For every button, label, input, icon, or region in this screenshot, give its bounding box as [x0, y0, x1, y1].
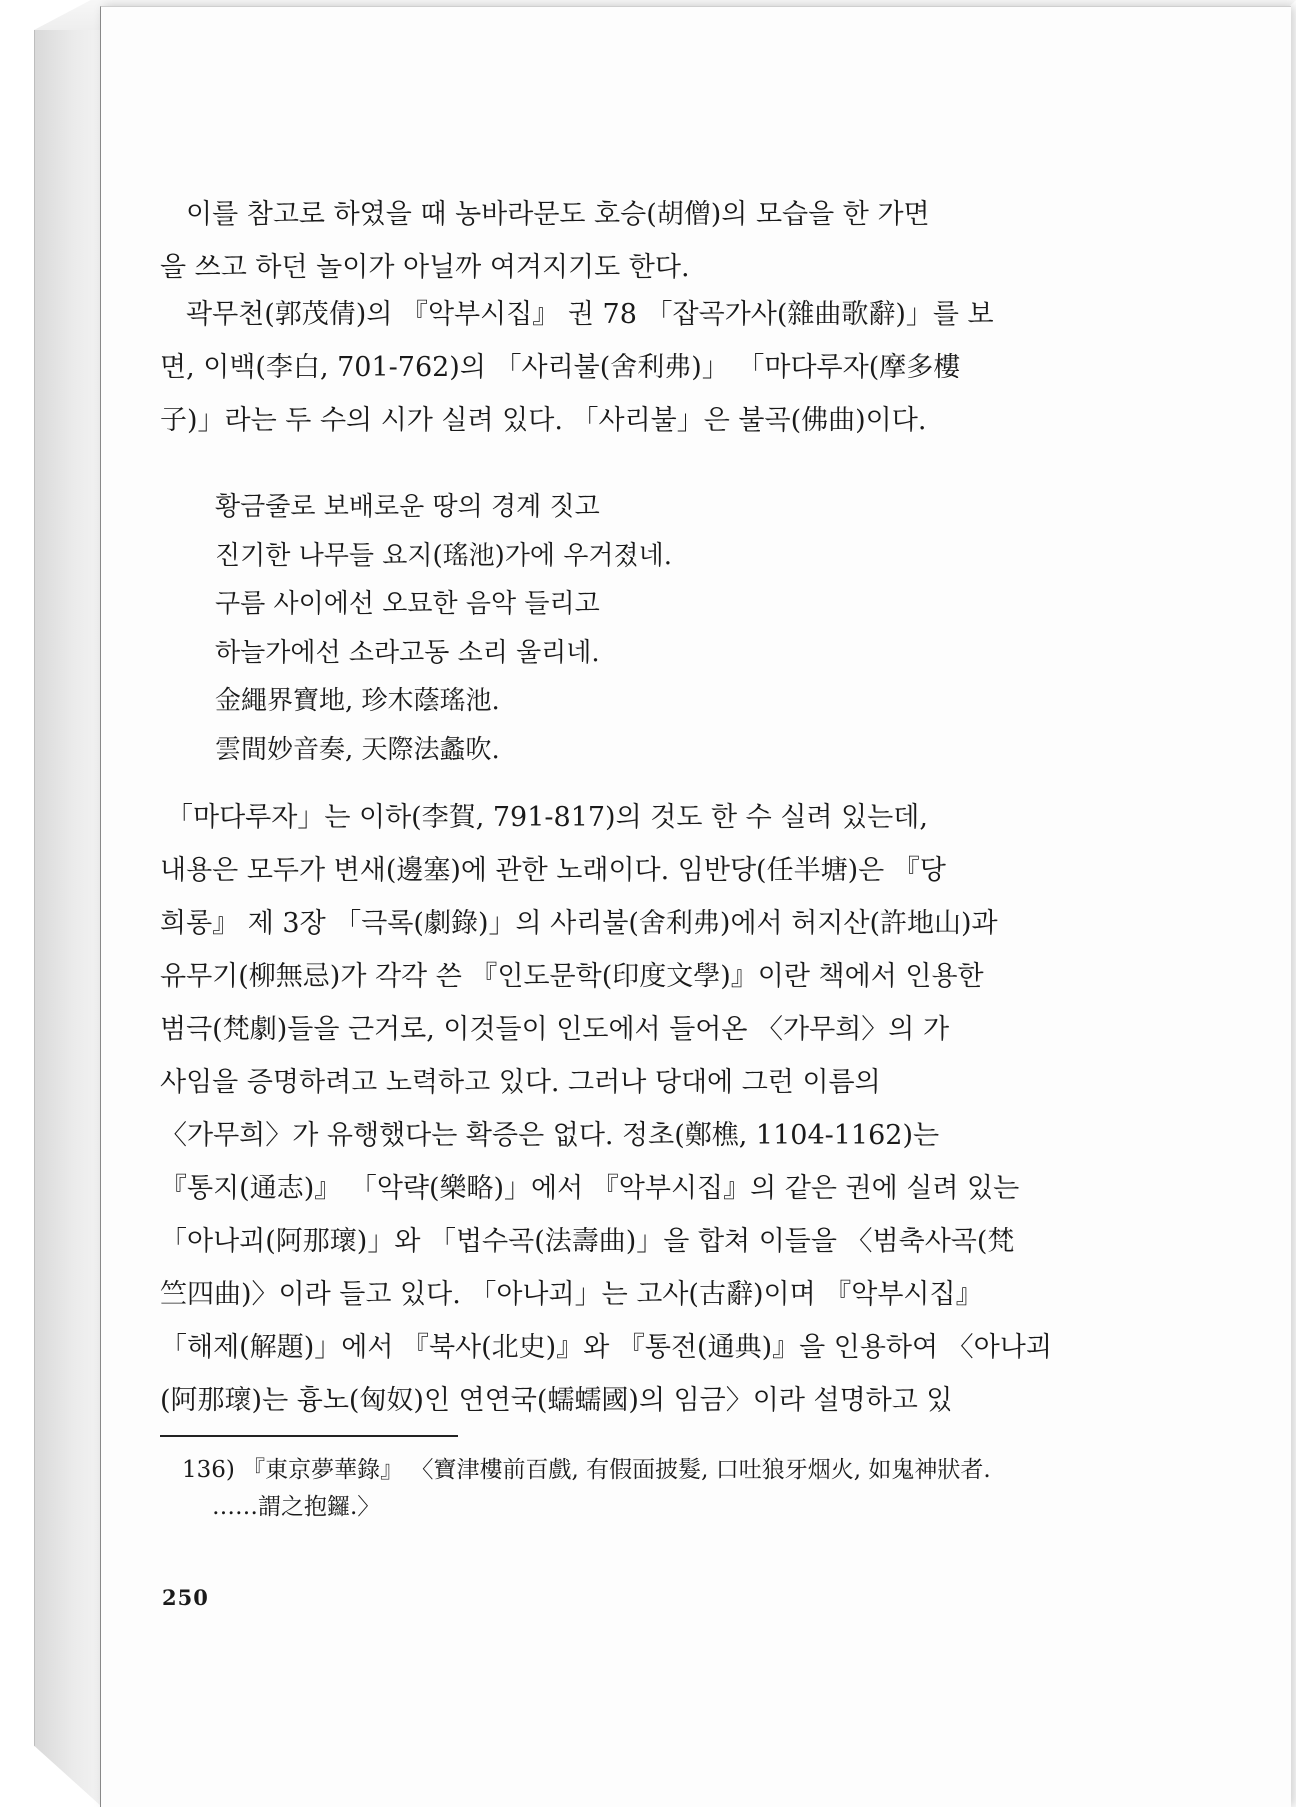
paragraph-1: [160, 188, 1030, 294]
text-line: 「해제(解題)」에서 『북사(北史)』와 『통전(通典)』을 인용하여 〈아나괴: [160, 1332, 1052, 1363]
footnote: [182, 1452, 1042, 1526]
text-line: 곽무천(郭茂倩)의 『악부시집』 권 78 「잡곡가사(雜曲歌辭)」를 보: [186, 299, 994, 330]
text-line: 『통지(通志)』 「악략(樂略)」에서 『악부시집』의 같은 권에 실려 있는: [160, 1173, 1020, 1204]
text-line: 이를 참고로 하였을 때 농바라문도 호승(胡僧)의 모습을 한 가면: [186, 199, 930, 230]
text-line: 사임을 증명하려고 노력하고 있다. 그러나 당대에 그런 이름의: [160, 1067, 881, 1098]
poem-line: 하늘가에선 소라고동 소리 울리네.: [215, 637, 600, 668]
text-line: 희롱』 제 3장 「극록(劇錄)」의 사리불(舍利弗)에서 허지산(許地山)과: [160, 908, 998, 939]
text-line: (阿那瓌)는 흉노(匈奴)인 연연국(蠕蠕國)의 임금〉이라 설명하고 있: [160, 1385, 953, 1416]
book-spine: [34, 30, 101, 1806]
text-line: 「마다루자」는 이하(李賀, 791-817)의 것도 한 수 실려 있는데,: [166, 802, 928, 833]
poem-block: [215, 483, 915, 774]
text-line: 유무기(柳無忌)가 각각 쓴 『인도문학(印度文學)』이란 책에서 인용한: [160, 961, 984, 992]
paragraph-2: [160, 288, 1030, 447]
poem-line: 진기한 나무들 요지(瑤池)가에 우거졌네.: [215, 540, 672, 571]
poem-line: 金繩界寶地, 珍木蔭瑤池.: [215, 686, 500, 716]
text-line: 〈가무희〉가 유행했다는 확증은 없다. 정초(鄭樵, 1104-1162)는: [160, 1120, 940, 1151]
paragraph-3: [160, 791, 1052, 1427]
text-line: 竺四曲)〉이라 들고 있다. 「아나괴」는 고사(古辭)이며 『악부시집』: [160, 1279, 983, 1310]
footnote-line: ……謂之抱鑼.〉: [212, 1494, 381, 1520]
footnote-divider: [160, 1435, 458, 1437]
text-line: 범극(梵劇)들을 근거로, 이것들이 인도에서 들어온 〈가무희〉의 가: [160, 1014, 950, 1045]
poem-line: 구름 사이에선 오묘한 음악 들리고: [215, 589, 600, 619]
text-line: 내용은 모두가 변새(邊塞)에 관한 노래이다. 임반당(任半塘)은 『당: [160, 855, 946, 886]
poem-line: 황금줄로 보배로운 땅의 경계 짓고: [215, 492, 600, 522]
poem-line: 雲間妙音奏, 天際法蠡吹.: [215, 734, 500, 765]
text-line: 을 쓰고 하던 놀이가 아닐까 여겨지기도 한다.: [160, 252, 690, 283]
text-line: 「아나괴(阿那瓌)」와 「법수곡(法壽曲)」을 합쳐 이들을 〈범축사곡(梵: [160, 1226, 1015, 1257]
page-number: 250: [162, 1585, 209, 1610]
footnote-line: 136) 『東京夢華錄』 〈寶津樓前百戲, 有假面披髮, 口吐狼牙烟火, 如鬼神狀者.: [182, 1457, 991, 1483]
text-line: 子)」라는 두 수의 시가 실려 있다. 「사리불」은 불곡(佛曲)이다.: [160, 405, 927, 436]
text-line: 면, 이백(李白, 701-762)의 「사리불(舍利弗)」 「마다루자(摩多樓: [160, 352, 961, 383]
